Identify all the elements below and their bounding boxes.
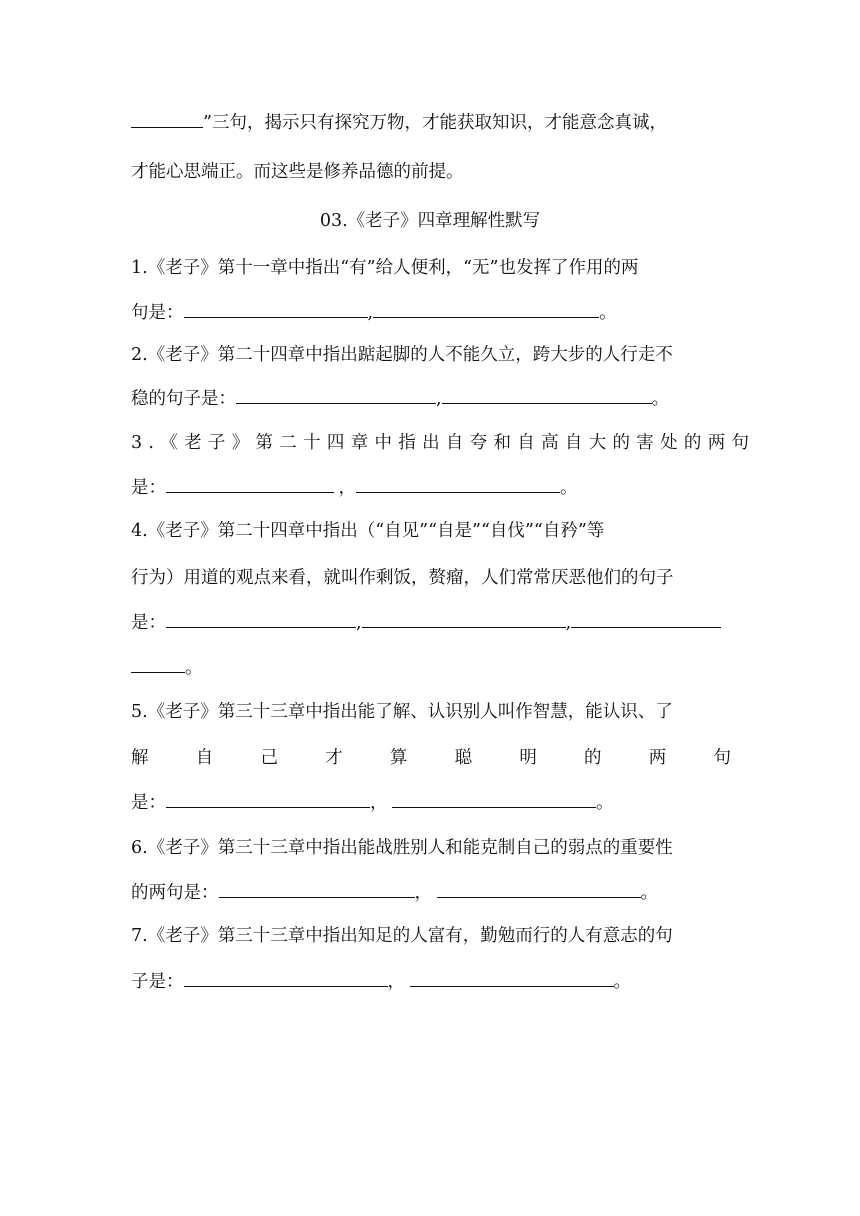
answer-blank[interactable] (571, 611, 721, 628)
answer-blank[interactable] (184, 301, 368, 318)
intro-line-2: 才能心思端正。而这些是修养品德的前提。 (131, 162, 464, 182)
section-title: 03.《老子》四章理解性默写 (319, 211, 541, 231)
answer-blank[interactable] (356, 476, 560, 493)
question-4-line-3: 是： , , (131, 611, 731, 635)
answer-blank[interactable] (392, 791, 596, 808)
answer-blank[interactable] (442, 387, 652, 404)
intro-line-1 (131, 111, 731, 135)
answer-blank[interactable] (166, 611, 356, 628)
answer-blank[interactable] (131, 111, 203, 128)
question-7-line-2: 子是： ， 。 (131, 972, 631, 992)
question-2-line-2: 稳的句子是： , 。 (131, 389, 670, 409)
question-1-line-2: 句是： , 。 (131, 303, 617, 323)
question-4-line-1: 4.《老子》第二十四章中指出（“自见”“自是”“自伐”“自矜”等 (131, 521, 605, 541)
answer-blank[interactable] (362, 611, 566, 628)
answer-blank[interactable] (410, 970, 614, 987)
answer-blank[interactable] (373, 301, 599, 318)
answer-blank[interactable] (166, 476, 334, 493)
question-3-line-1: 3.《老子》第二十四章中指出自夸和自高自大的害处的两句 (131, 433, 756, 453)
question-6-line-2: 的两句是： ， 。 (131, 883, 658, 903)
answer-blank[interactable] (131, 656, 185, 673)
answer-blank[interactable] (236, 387, 436, 404)
answer-blank[interactable] (219, 881, 415, 898)
question-5-line-1: 5.《老子》第三十三章中指出能了解、认识别人叫作智慧，能认识、了 (131, 702, 673, 722)
question-3-line-2: 是： ， 。 (131, 478, 578, 498)
question-6-line-1: 6.《老子》第三十三章中指出能战胜别人和能克制自己的弱点的重要性 (131, 838, 673, 858)
question-7-line-1: 7.《老子》第三十三章中指出知足的人富有，勤勉而行的人有意志的句 (131, 926, 673, 946)
answer-blank[interactable] (184, 970, 388, 987)
question-5-line-3: 是： ， 。 (131, 793, 614, 813)
question-4-line-4: 。 (131, 656, 731, 680)
question-4-line-2: 行为）用道的观点来看，就叫作剩饭，赘瘤，人们常常厌恶他们的句子 (131, 568, 674, 588)
answer-blank[interactable] (437, 881, 641, 898)
question-2-line-1: 2.《老子》第二十四章中指出踮起脚的人不能久立，跨大步的人行走不 (131, 345, 673, 365)
question-5-line-2: 解 自 己 才 算 聪 明 的 两 句 (131, 748, 731, 768)
intro-text: ”三句，揭示只有探究万物，才能获取知识，才能意念真诚， (203, 113, 667, 133)
answer-blank[interactable] (166, 791, 370, 808)
question-1-line-1: 1.《老子》第十一章中指出“有”给人便利，“无”也发挥了作用的两 (131, 258, 639, 278)
